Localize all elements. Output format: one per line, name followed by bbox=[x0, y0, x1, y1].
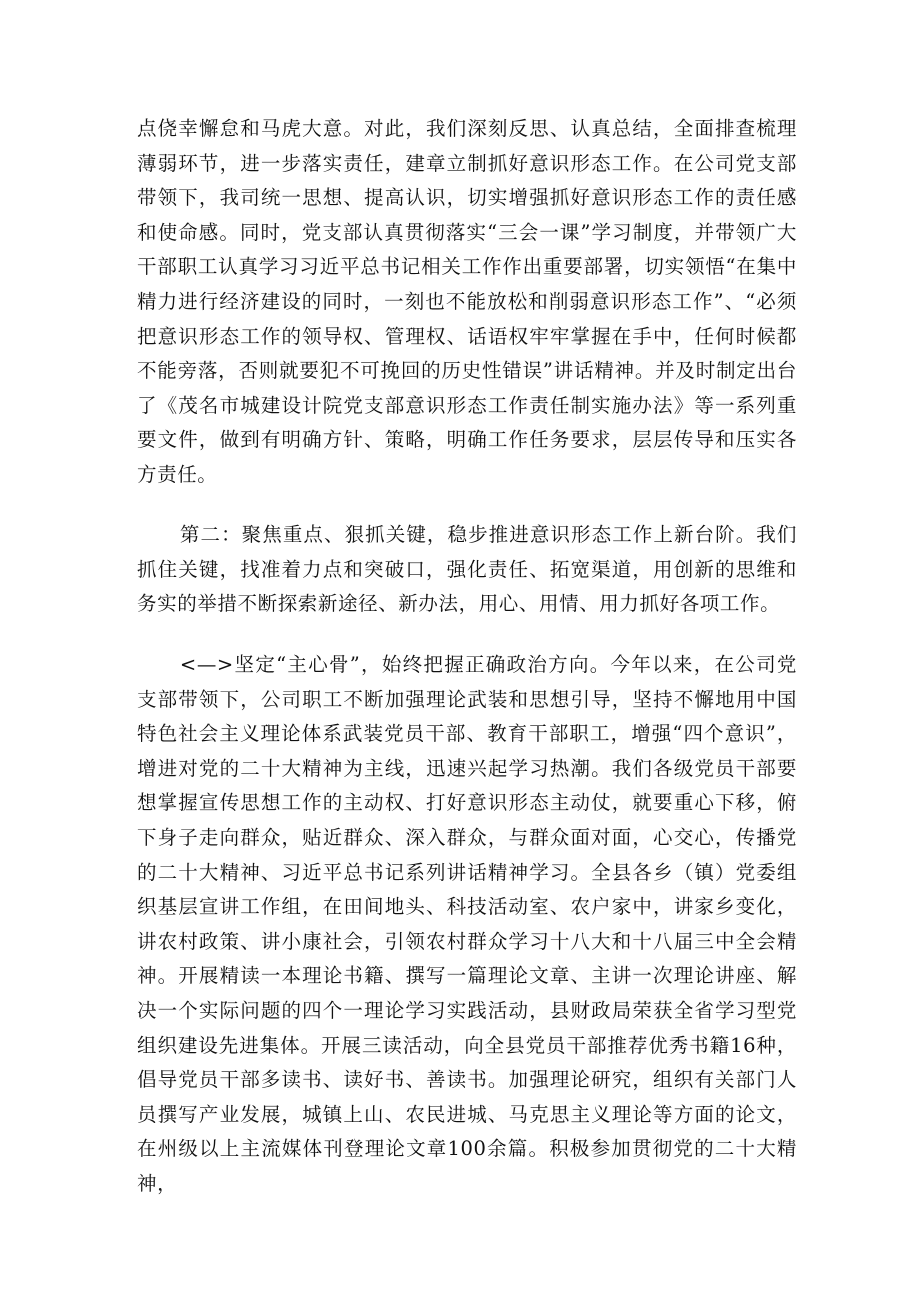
paragraph-continuation: 点侥幸懈怠和马虎大意。对此，我们深刻反思、认真总结，全面排查梳理薄弱环节，进一步落实责任，建章立制抓好意识形态工作。在公司党支部带领下，我司统一思想、提高认识，切实增强抓好意识形态工作的责任感和使命感。同时，党支部认真贯彻落实“三会一课”学习制度，并带领广大干部职工认真学习习近平总书记相关工作作出重要部署，切实领悟“在集中精力进行经济建设的同时，一刻也不能放松和削弱意识形态工作”、“必须把意识形态工作的领导权、管理权、话语权牢牢掌握在手中，任何时候都不能旁落，否则就要犯不可挽回的历史性错误”讲话精神。并及时制定出台了《茂名市城建设计院党支部意识形态工作责任制实施办法》等一系列重要文件，做到有明确方针、策略，明确工作任务要求，层层传导和压实各方责任。 bbox=[137, 117, 797, 486]
paragraph-section-two: 第二：聚焦重点、狠抓关键，稳步推进意识形态工作上新台阶。我们抓住关键，找准着力点和突破口，强化责任、拓宽渠道，用创新的思维和务实的举措不断探索新途径、新办法，用心、用情、用力抓好各项工作。 bbox=[137, 523, 797, 616]
paragraph-subsection-one: <—>坚定“主心骨”，始终把握正确政治方向。今年以来，在公司党支部带领下，公司职工不断加强理论武装和思想引导，坚持不懈地用中国特色社会主义理论体系武装党员干部、教育干部职工，增强“四个意识”，增进对党的二十大精神为主线，迅速兴起学习热潮。我们各级党员干部要想掌握宣传思想工作的主动权、打好意识形态主动仗，就要重心下移，俯下身子走向群众，贴近群众、深入群众，与群众面对面，心交心，传播党的二十大精神、习近平总书记系列讲话精神学习。全县各乡（镇）党委组织基层宣讲工作组，在田间地头、科技活动室、农户家中，讲家乡变化，讲农村政策、讲小康社会，引领农村群众学习十八大和十八届三中全会精神。开展精读一本理论书籍、撰写一篇理论文章、主讲一次理论讲座、解决一个实际问题的四个一理论学习实践活动，县财政局荣获全省学习型党组织建设先进集体。开展三读活动，向全县党员干部推荐优秀书籍16种，倡导党员干部多读书、读好书、善读书。加强理论研究，组织有关部门人员撰写产业发展，城镇上山、农民进城、马克思主义理论等方面的论文，在州级以上主流媒体刊登理论文章100余篇。积极参加贯彻党的二十大精神， bbox=[137, 653, 797, 1195]
